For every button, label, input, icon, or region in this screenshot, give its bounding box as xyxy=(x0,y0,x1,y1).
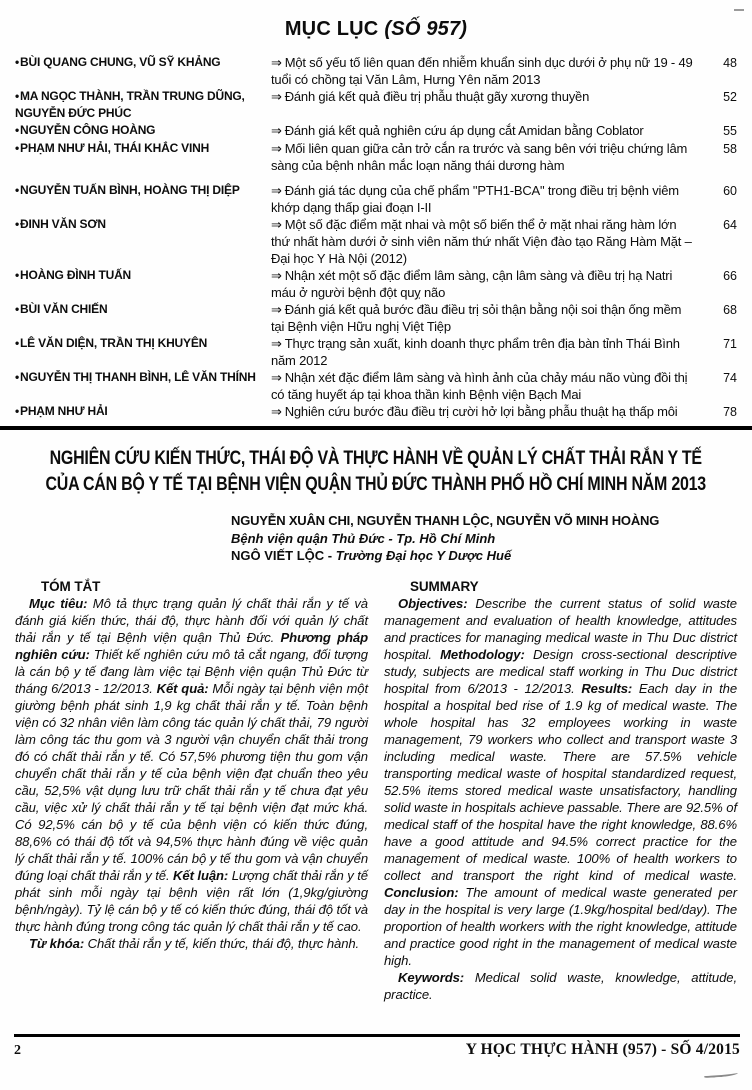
toc-authors-text: NGUYỄN TUẤN BÌNH, HOÀNG THỊ DIỆP xyxy=(20,183,240,197)
toc-entry-authors xyxy=(15,369,263,403)
label-phuong-phap: Phương pháp nghiên cứu: xyxy=(15,629,368,662)
toc-title-text: Một số đặc điểm mặt nhai và một số biến thể ở mặt nhai răng hàm lớn thứ nhất hàm dưới ở sinh viên năm thứ nhất Viện đào tạo Răng Hàm Mặt – Đại học Y Hà Nội (2012) xyxy=(271,217,692,266)
abstract-columns xyxy=(0,578,752,1003)
bullet-icon: • xyxy=(15,123,20,137)
toc-entry-authors xyxy=(15,403,263,421)
article-authors-block xyxy=(231,512,752,565)
toc-entry-authors xyxy=(15,301,263,335)
toc-entry-authors xyxy=(15,122,263,140)
toc-authors-text: ĐINH VĂN SƠN xyxy=(20,217,106,231)
toc-entry-page: 66 xyxy=(723,269,737,283)
toc-authors-text: HOÀNG ĐÌNH TUẤN xyxy=(20,268,132,282)
toc-authors-text: PHẠM NHƯ HẢI xyxy=(20,404,108,418)
article-title-line1: NGHIÊN CỨU KIẾN THỨC, THÁI ĐỘ VÀ THỰC HÀNH VỀ QUẢN LÝ CHẤT THẢI RẮN Y TẾ xyxy=(49,447,703,469)
arrow-icon: ⇒ xyxy=(271,89,282,104)
toc-entry-title xyxy=(271,140,693,174)
bullet-icon: • xyxy=(15,404,20,418)
toc-entry xyxy=(15,335,737,369)
toc-entry xyxy=(15,301,737,335)
toc-entry-title xyxy=(271,88,693,122)
abstract-vi-objectives: Mô tả thực trạng quản lý chất thải rắn y tế và đánh giá kiến thức, thái độ, thực hành đối với quản lý chất thải rắn y tế tại Bệnh viện quận Thủ Đức. xyxy=(15,595,368,645)
article-title xyxy=(0,445,752,497)
toc-title-text: Đánh giá kết quả nghiên cứu áp dụng cắt Amidan bằng Coblator xyxy=(284,123,644,138)
abstract-en-conclusion: The amount of medical waste generated per day in the hospital is very large (1.9kg/hospital bed/day). The proportion of health workers with the right knowledge, attitude and practice good right in the management of medical waste high. xyxy=(384,884,737,968)
toc-entry-title xyxy=(271,122,693,140)
bullet-icon: • xyxy=(15,302,20,316)
toc-entry-page: 64 xyxy=(723,218,737,232)
toc-title xyxy=(15,18,737,41)
toc-entry-title xyxy=(271,267,693,301)
abstract-en-objectives: Describe the current status of solid waste management and evaluation of health knowledge, attitudes and practices for managing medical waste in Thu Duc district hospital. xyxy=(384,595,737,662)
label-conclusion: Conclusion: xyxy=(384,884,459,900)
label-ket-luan: Kết luận: xyxy=(173,867,229,883)
page-footer xyxy=(14,1034,740,1059)
toc-entry-authors xyxy=(15,216,263,267)
arrow-icon: ⇒ xyxy=(271,302,282,317)
abstract-vi-body xyxy=(15,595,368,935)
toc-title-text: Đánh giá tác dụng của chế phẩm "PTH1-BCA" trong điều trị bệnh viêm khớp dạng thấp giai đoạn I-II xyxy=(271,183,679,215)
abstract-en-results: Each day in the hospital a hospital bed rise of 1.9 kg of medical waste. The whole hospital has 32 employees working in waste management, 79 workers who collect and transport waste 3 including medical waste. There are 57.5% vehicle transporting medical waste of hospital standardized request, 52.5% items stored medical waste unsatisfactory, handling solid waste in hospitals achieve passable. There are 92.5% of medical staff of the hospital have the right knowledge, 88.6% have a good attitude and 94.5% correct practice for the management of medical waste. 100% of health workers to collect and transport the right kind of medical waste. xyxy=(384,680,737,883)
toc-authors-text: BÙI QUANG CHUNG, VŨ SỸ KHẢNG xyxy=(20,55,221,69)
toc-entry-page: 60 xyxy=(723,184,737,198)
arrow-icon: ⇒ xyxy=(271,183,282,198)
toc-entry xyxy=(15,267,737,301)
toc-entry-title xyxy=(271,369,693,403)
abstract-en-body xyxy=(384,595,737,969)
abstract-vi-keywords-text: Chất thải rắn y tế, kiến thức, thái độ, thực hành. xyxy=(84,935,360,951)
article-author-2 xyxy=(231,547,752,565)
toc-entry xyxy=(15,182,737,216)
label-methodology: Methodology: xyxy=(440,646,525,662)
bullet-icon: • xyxy=(15,268,20,282)
label-ket-qua: Kết quả: xyxy=(156,680,209,696)
toc-entry-authors xyxy=(15,54,263,88)
toc-authors-text: MA NGỌC THÀNH, TRẦN TRUNG DŨNG, NGUYỄN ĐỨC PHÚC xyxy=(15,89,245,120)
toc-title-text: Một số yếu tố liên quan đến nhiễm khuẩn sinh dục dưới ở phụ nữ 19 - 49 tuổi có chồng tại Văn Lâm, Hưng Yên năm 2013 xyxy=(271,55,693,87)
toc-title-text: Thực trạng sản xuất, kinh doanh thực phẩm trên địa bàn tỉnh Thái Bình năm 2012 xyxy=(271,336,680,368)
arrow-icon: ⇒ xyxy=(271,404,282,419)
toc-entry-page: 68 xyxy=(723,303,737,317)
label-muc-tieu: Mục tiêu: xyxy=(29,595,88,611)
toc-title-text: Nhận xét một số đặc điểm lâm sàng, cận lâm sàng và điều trị hạ Natri máu ở người bệnh đột quỵ não xyxy=(271,268,673,300)
arrow-icon: ⇒ xyxy=(271,370,282,385)
toc-authors-text: BÙI VĂN CHIẾN xyxy=(20,302,108,316)
arrow-icon: ⇒ xyxy=(271,55,282,70)
bullet-icon: • xyxy=(15,336,20,350)
scan-artifact xyxy=(734,9,744,11)
toc-title-text: Mối liên quan giữa cản trở cắn ra trước và sang bên với triệu chứng lâm sàng của bệnh nhân mắc loạn năng thái dương hàm xyxy=(271,141,688,173)
bullet-icon: • xyxy=(15,217,20,231)
toc-entry-title xyxy=(271,403,693,421)
toc-entry xyxy=(15,54,737,88)
page-number: 2 xyxy=(14,1043,21,1058)
toc-title-text: Nhận xét đặc điểm lâm sàng và hình ảnh của chảy máu não vùng đồi thị có tăng huyết áp tại khoa thần kinh Bệnh viện Bạch Mai xyxy=(271,370,688,402)
abstract-en-keywords-text: Medical solid waste, knowledge, attitude, practice. xyxy=(384,969,737,1002)
toc-entry-authors xyxy=(15,267,263,301)
arrow-icon: ⇒ xyxy=(271,141,282,156)
article-affiliation-1: Bệnh viện quận Thủ Đức - Tp. Hồ Chí Minh xyxy=(231,530,496,546)
arrow-icon: ⇒ xyxy=(271,217,282,232)
abstract-en-keywords xyxy=(384,969,737,1003)
toc-entry-page: 74 xyxy=(723,371,737,385)
label-results: Results: xyxy=(581,680,633,696)
article-affiliation-2: Trường Đại học Y Dược Huế xyxy=(335,548,512,563)
toc-entry xyxy=(15,403,737,421)
toc-entry-page: 52 xyxy=(723,90,737,104)
toc-entry xyxy=(15,140,737,174)
abstract-vi-heading: TÓM TẮT xyxy=(41,578,101,594)
article-authors: NGUYỄN XUÂN CHI, NGUYỄN THANH LỘC, NGUYỄN VÕ MINH HOÀNG xyxy=(231,513,660,528)
toc-authors-text: LÊ VĂN DIỆN, TRẦN THỊ KHUYÊN xyxy=(20,336,208,350)
toc-entry-page: 58 xyxy=(723,142,737,156)
toc-entry-page: 55 xyxy=(723,124,737,138)
abstract-en-method: Design cross-sectional descriptive study, subjects are medical staff working in Thu Duc district hospital from 6/2013 - 12/2013. xyxy=(384,646,737,696)
toc-entry-title xyxy=(271,216,693,267)
toc-entry-page: 48 xyxy=(723,56,737,70)
abstract-vi-results: Mỗi ngày tại bệnh viện một giường bệnh phát sinh 1,9 kg chất thải rắn y tế. Toàn bệnh viện có 32 nhân viên làm công tác quản lý chất thải, 79 người làm công tác thu gom và 3 người vận chuyển chất thải trong đó có chất thải rắn y tế. Có 57,5% phương tiện thu gom vận chuyển chất thải rắn y tế của bệnh viện đạt chuẩn theo yêu cầu, 52,5% vật dụng lưu trữ chất thải rắn y tế chưa đạt yêu cầu, việc xử lý chất thải rắn y tế tại bệnh viện đạt mức khá. Có 92,5% cán bộ y tế của bệnh viện có kiến thức đúng, 88,6% có thái độ tốt và 94,5% thực hành đúng về việc quản lý chất thải rắn y tế. 100% cán bộ y tế thu gom và vận chuyển đúng loại chất thải rắn y tế. xyxy=(15,680,368,883)
abstract-vi-conclusion: Lượng chất thải rắn y tế phát sinh mỗi ngày tại bệnh viện rất lớn (1,9kg/giường bệnh/ngày). Tỷ lệ cán bộ y tế có kiến thức đúng, thái độ tốt và thực hành đúng trong công tác quản lý chất thải rắn y tế cao. xyxy=(15,867,368,934)
toc-entry-authors xyxy=(15,88,263,122)
arrow-icon: ⇒ xyxy=(271,268,282,283)
toc-entry xyxy=(15,369,737,403)
toc-entry-page: 78 xyxy=(723,405,737,419)
toc-entry-title xyxy=(271,54,693,88)
abstract-vi-keywords xyxy=(15,935,368,952)
toc-title-text: Nghiên cứu bước đầu điều trị cười hở lợi bằng phẫu thuật hạ thấp môi xyxy=(284,404,678,419)
toc-authors-text: NGUYỄN CÔNG HOÀNG xyxy=(20,123,156,137)
toc-title-text: Đánh giá kết quả điều trị phẫu thuật gãy xương thuyền xyxy=(284,89,590,104)
toc-entry xyxy=(15,122,737,140)
toc-entry xyxy=(15,88,737,122)
arrow-icon: ⇒ xyxy=(271,123,282,138)
toc-entry-authors xyxy=(15,182,263,216)
bullet-icon: • xyxy=(15,370,20,384)
bullet-icon: • xyxy=(15,141,20,155)
toc-entry-page: 71 xyxy=(723,337,737,351)
abstract-vi-method: Thiết kế nghiên cứu mô tả cắt ngang, đối tượng là cán bộ y tế đang làm việc tại Bệnh viện quận Thủ Đức từ tháng 6/2013 - 12/2013. xyxy=(15,646,368,696)
scan-artifact xyxy=(704,1071,738,1078)
toc-entry-title xyxy=(271,335,693,369)
toc-entry xyxy=(15,216,737,267)
label-tu-khoa: Từ khóa: xyxy=(29,935,85,951)
bullet-icon: • xyxy=(15,183,20,197)
label-objectives: Objectives: xyxy=(398,595,468,611)
bullet-icon: • xyxy=(15,89,20,103)
toc-title-main: MỤC LỤC xyxy=(284,18,379,40)
abstract-en-heading: SUMMARY xyxy=(410,578,479,594)
toc-entry-authors xyxy=(15,335,263,369)
article-title-line2: CỦA CÁN BỘ Y TẾ TẠI BỆNH VIỆN QUẬN THỦ ĐỨC THÀNH PHỐ HỒ CHÍ MINH NĂM 2013 xyxy=(45,473,707,495)
section-divider xyxy=(0,426,752,430)
bullet-icon: • xyxy=(15,55,20,69)
toc-authors-text: PHẠM NHƯ HẢI, THÁI KHẮC VINH xyxy=(20,141,210,155)
toc-entry-title xyxy=(271,182,693,216)
toc-authors-text: NGUYỄN THỊ THANH BÌNH, LÊ VĂN THÍNH xyxy=(20,370,256,384)
toc-title-text: Đánh giá kết quả bước đầu điều trị sỏi thận bằng nội soi thận ống mềm tại Bệnh viện Hữu nghị Việt Tiệp xyxy=(271,302,682,334)
arrow-icon: ⇒ xyxy=(271,336,282,351)
abstract-vietnamese xyxy=(15,578,368,1003)
label-keywords: Keywords: xyxy=(398,969,465,985)
toc-entry-title xyxy=(271,301,693,335)
abstract-english xyxy=(384,578,737,1003)
journal-name: Y HỌC THỰC HÀNH (957) - SỐ 4/2015 xyxy=(465,1041,740,1058)
article-author-2-name: NGÔ VIẾT LỘC - xyxy=(231,548,336,563)
toc-title-issue: (SỐ 957) xyxy=(384,18,468,40)
table-of-contents xyxy=(0,0,752,421)
toc-entry-authors xyxy=(15,140,263,174)
